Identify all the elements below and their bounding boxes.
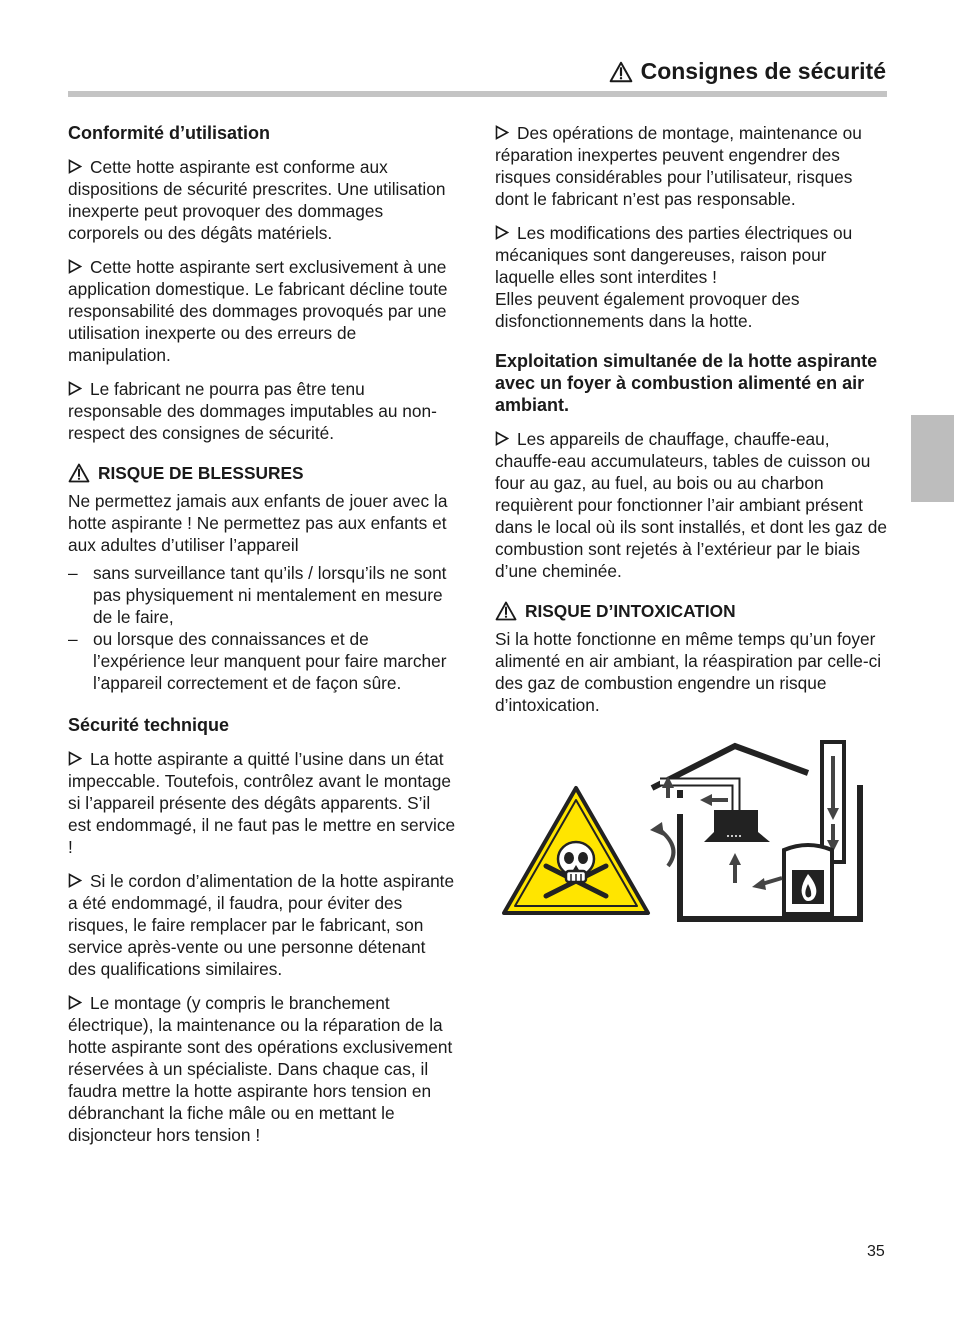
- intoxication-illustration: [500, 738, 864, 924]
- paragraph: Les appareils de chauffage, chauffe-eau, chauffe-eau accumulateurs, tables de cuisson ou four au gaz, au fuel, au bois ou au charbon requièrent pour fonctionner l’air ambiant présent dans le local où ils sont installés, et dont les gaz de combustion sont rejetés à l’extérieur par le biais d’une cheminée.: [495, 429, 887, 581]
- toxic-warning-sign: [504, 788, 648, 913]
- paragraph: La hotte aspirante a quitté l’usine dans un état impeccable. Toutefois, contrôlez avant le montage si l’appareil présente des dégâts apparents. S’il est endommagé, il ne faut pas le mettre en service !: [68, 749, 456, 857]
- list-item: – ou lorsque des connaissances et de l’expérience leur manquent pour faire marcher l’appareil correctement et de façon sûre.: [68, 628, 458, 694]
- warning-text: Si la hotte fonctionne en même temps qu’un foyer alimenté en air ambiant, la réaspiration par celle-ci des gaz de combustion engendre un risque d’intoxication.: [495, 629, 882, 715]
- warning-triangle-icon: [609, 61, 633, 83]
- paragraph: Elles peuvent également provoquer des disfonctionnements dans la hotte.: [495, 289, 800, 331]
- paragraph: Le montage (y compris le branchement électrique), la maintenance ou la réparation de la hotte aspirante sont des opérations exclusivement réservées à un spécialiste. Dans chaque cas, il faudra mettre la hotte aspirante hors tension en débranchant la fiche mâle ou en mettant le disjoncteur hors tension !: [68, 993, 453, 1145]
- range-hood: [660, 782, 770, 842]
- triangle-bullet-icon: [495, 125, 509, 140]
- paragraph: Des opérations de montage, maintenance ou réparation inexpertes peuvent engendrer des risques considérables pour l’utilisateur, risques dont le fabricant n’est pas responsable.: [495, 123, 862, 209]
- stove-fireplace: [784, 845, 832, 914]
- paragraph: Si le cordon d’alimentation de la hotte aspirante a été endommagé, il faudra, pour éviter des risques, le faire remplacer par le fabricant, son service après-vente ou une personne détenant des qualifications similaires.: [68, 871, 455, 979]
- page-title: Consignes de sécurité: [640, 58, 886, 84]
- triangle-bullet-icon: [68, 159, 82, 174]
- list-item: – sans surveillance tant qu’ils / lorsqu’ils ne sont pas physiquement ni mentalement en mesure de le faire,: [68, 562, 458, 628]
- section-heading-exploitation: Exploitation simultanée de la hotte aspirante avec un foyer à combustion alimenté en air ambiant.: [495, 351, 878, 415]
- section-heading-securite-technique: Sécurité technique: [68, 715, 230, 735]
- paragraph: Cette hotte aspirante est conforme aux dispositions de sécurité prescrites. Une utilisation inexperte peut provoquer des dommages corporels ou des dégâts matériels.: [68, 157, 446, 243]
- page-header-title: [609, 58, 886, 85]
- warning-heading-intoxication: RISQUE D’INTOXICATION: [495, 600, 887, 622]
- warning-text: Ne permettez jamais aux enfants de jouer avec la hotte aspirante ! Ne permettez pas aux enfants et aux adultes d’utiliser l’appareil: [68, 491, 448, 555]
- triangle-bullet-icon: [68, 995, 82, 1010]
- header-rule: [68, 91, 887, 97]
- right-column: [495, 122, 887, 728]
- side-tab-marker: [911, 415, 954, 502]
- chimney-duct: [822, 742, 844, 862]
- section-heading-conformite: Conformité d’utilisation: [68, 123, 270, 143]
- paragraph: Cette hotte aspirante sert exclusivement à une application domestique. Le fabricant décline toute responsabilité des dommages provoqués par une utilisation inexperte ou des erreurs de manipulation.: [68, 257, 448, 365]
- paragraph: Le fabricant ne pourra pas être tenu responsable des dommages imputables au non-respect des consignes de sécurité.: [68, 379, 437, 443]
- triangle-bullet-icon: [68, 751, 82, 766]
- triangle-bullet-icon: [68, 381, 82, 396]
- triangle-bullet-icon: [495, 225, 509, 240]
- warning-list: [68, 562, 458, 694]
- warning-heading-blessures: RISQUE DE BLESSURES: [68, 462, 458, 484]
- triangle-bullet-icon: [68, 259, 82, 274]
- warning-triangle-icon: [495, 601, 517, 621]
- paragraph: Les modifications des parties électriques ou mécaniques sont dangereuses, raison pour laquelle elles sont interdites !: [495, 223, 853, 287]
- left-column: [68, 122, 458, 1158]
- warning-triangle-icon: [68, 463, 90, 483]
- triangle-bullet-icon: [495, 431, 509, 446]
- page-number: 35: [867, 1243, 885, 1260]
- triangle-bullet-icon: [68, 873, 82, 888]
